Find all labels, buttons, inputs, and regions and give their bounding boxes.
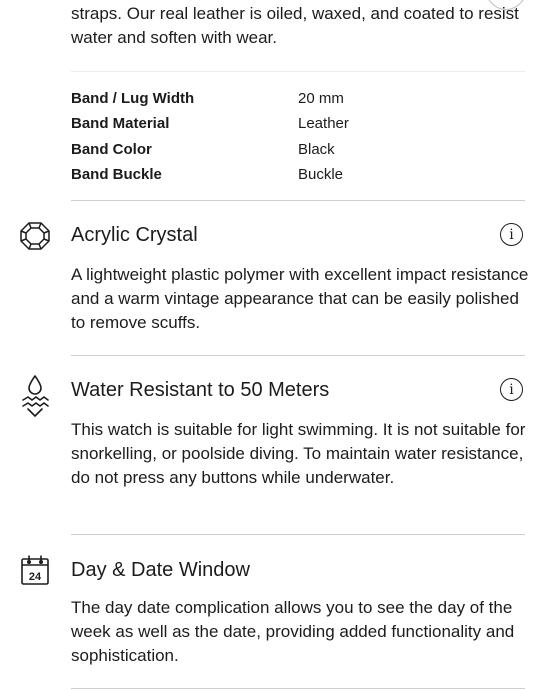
divider	[71, 534, 525, 535]
divider	[71, 71, 525, 72]
calendar-icon	[19, 554, 51, 588]
divider	[71, 355, 525, 356]
divider	[71, 200, 525, 201]
info-icon[interactable]: i	[500, 378, 523, 401]
spec-value: Buckle	[298, 166, 344, 184]
band-specs-table	[71, 86, 491, 187]
water-resistance-icon	[19, 373, 51, 423]
band-description-text: straps. Our real leather is oiled, waxed, and coated to resist water and soften with wear.	[71, 4, 519, 47]
spec-row-material	[71, 111, 491, 136]
crystal-icon	[19, 219, 51, 253]
feature-title: Water Resistant to 50 Meters	[71, 379, 330, 401]
spec-row-buckle	[71, 162, 491, 187]
spec-row-color	[71, 137, 491, 162]
spec-label: Band / Lug Width	[71, 90, 195, 108]
spec-label: Band Material	[71, 115, 170, 133]
calendar-day-number: 24	[28, 571, 42, 583]
spec-value: 20 mm	[298, 90, 344, 108]
info-icon[interactable]: i	[500, 223, 523, 246]
feature-description: This watch is suitable for light swimming. It is not suitable for snorkelling, or poolside diving. To maintain water resistance, do not press any buttons while underwater.	[71, 420, 526, 487]
spec-label: Band Color	[71, 140, 152, 158]
spec-value: Black	[298, 140, 335, 158]
divider	[71, 688, 525, 689]
spec-value: Leather	[298, 115, 349, 133]
spec-row-lug-width	[71, 86, 491, 111]
spec-label: Band Buckle	[71, 166, 162, 184]
feature-description: A lightweight plastic polymer with excellent impact resistance and a warm vintage appearance that can be easily polished to remove scuffs.	[71, 265, 529, 332]
feature-description: The day date complication allows you to see the day of the week as well as the date, providing added functionality and sophistication.	[71, 598, 515, 665]
feature-title: Acrylic Crystal	[71, 224, 198, 246]
feature-title: Day & Date Window	[71, 559, 250, 581]
